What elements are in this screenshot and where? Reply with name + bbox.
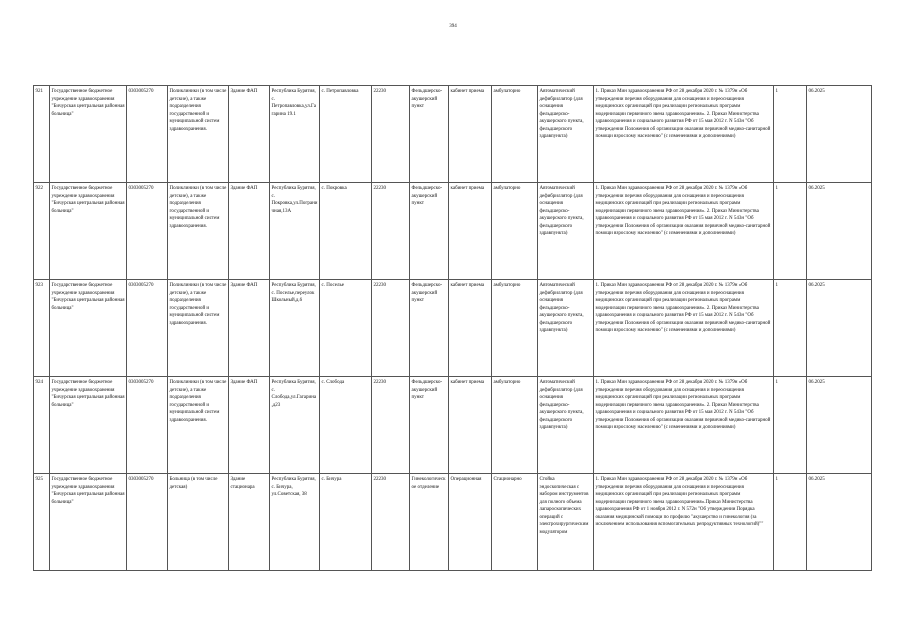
cell-code: 22230 (372, 183, 410, 280)
cell-row-number: 924 (34, 377, 50, 474)
cell-due-date: 06.2025 (807, 377, 872, 474)
cell-locality: с. Петропавловка (320, 86, 372, 183)
cell-object-type: Поликлиники (в том числе детские), а также подразделения государственной и муниципальной систем здравоохранения. (168, 280, 229, 377)
cell-legal-basis: 1. Приказ Мин здравоохранения РФ от 28 декабря 2020 г. № 1379н «Об утверждении перечня оборудования для оснащения и переоснащения медицинских организаций при реализации региональных программ модернизации первичного звена здравоохранения». 2. Приказ Министерства здравоохранения и социального развития РФ от 15 мая 2012 г. N 543н "Об утверждении Положения об организации оказания первичной медико-санитарной помощи взрослому населению" (с изменениями и дополнениями) (594, 377, 774, 474)
cell-legal-basis: 1. Приказ Мин здравоохранения РФ от 28 декабря 2020 г. № 1379н «Об утверждении перечня оборудования для оснащения и переоснащения медицинских организаций при реализации региональных программ модернизации первичного звена здравоохранения».Приказ Министерства здравоохранения РФ от 1 ноября 2012 г. N 572н "Об утверждении Порядка оказания медицинской помощи по профилю "акушерство и гинекология (за исключением использования вспомогательных репродуктивных технологий)"" (594, 474, 774, 571)
cell-address: Республика Бурятия, с. Слобода,ул.Гагарина ,д23 (270, 377, 320, 474)
cell-care-form: амбулаторно (492, 183, 538, 280)
cell-row-number: 923 (34, 280, 50, 377)
cell-organization-name: Государственное бюджетное учреждение здравоохранения "Бичурская центральная районная больница" (50, 377, 127, 474)
equipment-table (33, 85, 872, 571)
cell-department: Гинекологическое отделение (410, 474, 449, 571)
cell-due-date: 06.2025 (807, 474, 872, 571)
table-row (34, 86, 872, 183)
cell-care-form: амбулаторно (492, 280, 538, 377)
cell-code: 22230 (372, 474, 410, 571)
cell-row-number: 921 (34, 86, 50, 183)
cell-department: Фельдшерско-акушерский пункт (410, 183, 449, 280)
cell-locality: с. Покровка (320, 183, 372, 280)
table-row (34, 183, 872, 280)
cell-legal-basis: 1. Приказ Мин здравоохранения РФ от 28 декабря 2020 г. № 1379н «Об утверждении перечня оборудования для оснащения и переоснащения медицинских организаций при реализации региональных программ модернизации первичного звена здравоохранения». 2. Приказ Министерства здравоохранения и социального развития РФ от 15 мая 2012 г. N 543н "Об утверждении Положения об организации оказания первичной медико-санитарной помощи взрослому населению" (с изменениями и дополнениями) (594, 86, 774, 183)
cell-room: кабинет приема (449, 183, 492, 280)
cell-room: кабинет приема (449, 377, 492, 474)
cell-inn: 0303005270 (127, 183, 168, 280)
cell-address: Республика Бурятия, с. Бичура, ул.Советская, 38 (270, 474, 320, 571)
cell-building: Здание ФАП (229, 86, 270, 183)
cell-care-form: Стационарно (492, 474, 538, 571)
cell-code: 22230 (372, 280, 410, 377)
cell-address: Республика Бурятия, с. Петропавловка,ул.Гагарина 19.1 (270, 86, 320, 183)
cell-building: Здание ФАП (229, 377, 270, 474)
cell-address: Республика Бурятия, с. Покровка,ул.Пограничная,13А (270, 183, 320, 280)
cell-equipment-name: Автоматический дефибриллятор (для оснащения фельдшерско-акушерского пункта, фельдшерского здравпункта) (538, 280, 594, 377)
cell-object-type: Поликлиники (в том числе детские), а также подразделения государственной и муниципальной систем здравоохранения. (168, 86, 229, 183)
cell-room: кабинет приема (449, 280, 492, 377)
table-body (34, 86, 872, 571)
table-row (34, 377, 872, 474)
cell-locality: с. Слобода (320, 377, 372, 474)
cell-room: Операционная (449, 474, 492, 571)
cell-organization-name: Государственное бюджетное учреждение здравоохранения "Бичурская центральная районная больница" (50, 86, 127, 183)
cell-inn: 0303005270 (127, 474, 168, 571)
cell-inn: 0303005270 (127, 86, 168, 183)
cell-quantity: 1 (774, 280, 807, 377)
cell-care-form: амбулаторно (492, 86, 538, 183)
cell-due-date: 06.2025 (807, 183, 872, 280)
cell-equipment-name: Автоматический дефибриллятор (для оснащения фельдшерско-акушерского пункта, фельдшерского здравпункта) (538, 377, 594, 474)
cell-legal-basis: 1. Приказ Мин здравоохранения РФ от 28 декабря 2020 г. № 1379н «Об утверждении перечня оборудования для оснащения и переоснащения медицинских организаций при реализации региональных программ модернизации первичного звена здравоохранения». 2. Приказ Министерства здравоохранения и социального развития РФ от 15 мая 2012 г. N 543н "Об утверждении Положения об организации оказания первичной медико-санитарной помощи взрослому населению" (с изменениями и дополнениями) (594, 280, 774, 377)
cell-department: Фельдшерско-акушерский пункт (410, 280, 449, 377)
cell-quantity: 1 (774, 474, 807, 571)
cell-locality: с. Бичура (320, 474, 372, 571)
cell-care-form: амбулаторно (492, 377, 538, 474)
cell-building: Здание ФАП (229, 280, 270, 377)
cell-address: Республика Бурятия, с. Поселье,переулок Школьный,д.6 (270, 280, 320, 377)
cell-building: Здание ФАП (229, 183, 270, 280)
table-row (34, 280, 872, 377)
cell-equipment-name: Стойка эндоскопическая с набором инструментов для полного объема лапароскопических операций с электрохирургическим модулятором (538, 474, 594, 571)
cell-department: Фельдшерско-акушерский пункт (410, 86, 449, 183)
cell-equipment-name: Автоматический дефибриллятор (для оснащения фельдшерско-акушерского пункта, фельдшерского здравпункта) (538, 183, 594, 280)
cell-department: Фельдшерско-акушерский пункт (410, 377, 449, 474)
cell-locality: с. Поселье (320, 280, 372, 377)
cell-due-date: 06.2025 (807, 86, 872, 183)
cell-quantity: 1 (774, 183, 807, 280)
cell-quantity: 1 (774, 86, 807, 183)
table-row (34, 474, 872, 571)
cell-organization-name: Государственное бюджетное учреждение здравоохранения "Бичурская центральная районная больница" (50, 280, 127, 377)
cell-row-number: 925 (34, 474, 50, 571)
cell-object-type: Поликлиники (в том числе детские), а также подразделения государственной и муниципальной систем здравоохранения. (168, 183, 229, 280)
cell-due-date: 06.2025 (807, 280, 872, 377)
cell-inn: 0303005270 (127, 377, 168, 474)
cell-row-number: 922 (34, 183, 50, 280)
cell-object-type: Больница (в том числе детская) (168, 474, 229, 571)
cell-organization-name: Государственное бюджетное учреждение здравоохранения "Бичурская центральная районная больница" (50, 474, 127, 571)
cell-object-type: Поликлиники (в том числе детские), а также подразделения государственной и муниципальной систем здравоохранения. (168, 377, 229, 474)
cell-organization-name: Государственное бюджетное учреждение здравоохранения "Бичурская центральная районная больница" (50, 183, 127, 280)
page-number: 394 (449, 24, 457, 29)
cell-inn: 0303005270 (127, 280, 168, 377)
cell-equipment-name: Автоматический дефибриллятор (для оснащения фельдшерско-акушерского пункта, фельдшерского здравпункта) (538, 86, 594, 183)
cell-building: Здание стационара (229, 474, 270, 571)
cell-code: 22230 (372, 377, 410, 474)
cell-quantity: 1 (774, 377, 807, 474)
cell-room: кабинет приема (449, 86, 492, 183)
cell-code: 22230 (372, 86, 410, 183)
cell-legal-basis: 1. Приказ Мин здравоохранения РФ от 28 декабря 2020 г. № 1379н «Об утверждении перечня оборудования для оснащения и переоснащения медицинских организаций при реализации региональных программ модернизации первичного звена здравоохранения». 2. Приказ Министерства здравоохранения и социального развития РФ от 15 мая 2012 г. N 543н "Об утверждении Положения об организации оказания первичной медико-санитарной помощи взрослому населению" (с изменениями и дополнениями) (594, 183, 774, 280)
